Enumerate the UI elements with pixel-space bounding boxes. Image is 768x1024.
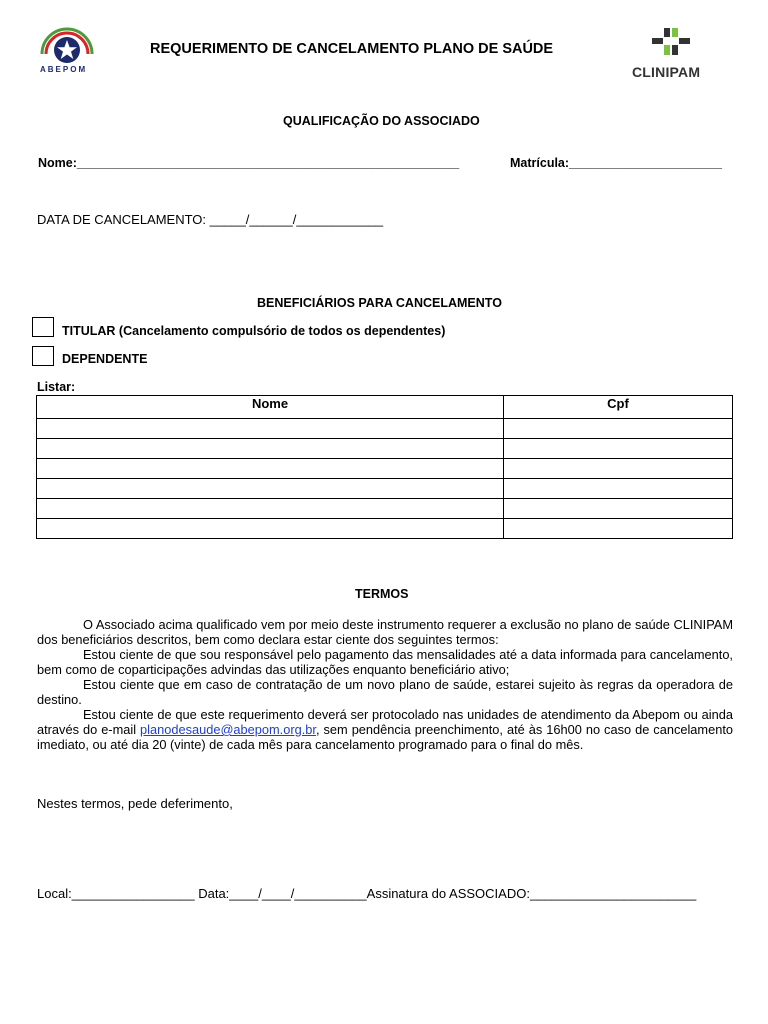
table-row: [37, 479, 733, 499]
beneficiarios-heading: BENEFICIÁRIOS PARA CANCELAMENTO: [257, 296, 502, 310]
column-header-nome: Nome: [37, 396, 504, 419]
nome-cell[interactable]: [37, 419, 504, 439]
titular-checkbox[interactable]: [32, 317, 54, 337]
clinipam-logo: [626, 22, 716, 84]
table-row: [37, 439, 733, 459]
abepom-logo-text: ABEPOM: [40, 65, 88, 74]
termos-paragraph-2: Estou ciente de que sou responsável pelo pagamento das mensalidades até a data informada para cancelamento, bem como de coparticipações advindas das utilizações enquanto beneficiário ativo;: [37, 647, 733, 677]
nome-cell[interactable]: [37, 479, 504, 499]
termos-paragraph-3: Estou ciente que em caso de contratação de um novo plano de saúde, estarei sujeito às regras da operadora de destino.: [37, 677, 733, 707]
table-row: [37, 419, 733, 439]
table-header-row: [37, 396, 733, 419]
column-header-cpf: Cpf: [504, 396, 733, 419]
matricula-field[interactable]: Matrícula:______________________: [510, 156, 722, 170]
clinipam-logo-text: CLINIPAM: [632, 64, 701, 80]
clinipam-cross-icon: [626, 22, 716, 64]
termos-p4-after: , sem pendência preenchimento, até às 16h00 no caso de cancelamento imediato, ou até dia 20 (vinte) de cada mês para cancelamento programado para o final do mês.: [37, 722, 733, 752]
abepom-emblem-icon: [36, 24, 98, 64]
nome-cell[interactable]: [37, 459, 504, 479]
nome-cell[interactable]: [37, 519, 504, 539]
page-title: REQUERIMENTO DE CANCELAMENTO PLANO DE SAÚDE: [150, 41, 554, 57]
termos-paragraph-4: [37, 707, 733, 752]
listar-label: Listar:: [37, 380, 76, 394]
cpf-cell[interactable]: [504, 459, 733, 479]
signature-line[interactable]: Local:_________________ Data:____/____/__________Assinatura do ASSOCIADO:_______________________: [37, 886, 697, 901]
termos-text: [37, 617, 733, 752]
dependente-checkbox[interactable]: [32, 346, 54, 366]
termos-p4-before: Estou ciente de que este requerimento deverá ser protocolado nas unidades de atendimento da Abepom ou ainda através do e-mail: [37, 707, 733, 737]
table-row: [37, 499, 733, 519]
nome-cell[interactable]: [37, 439, 504, 459]
deferimento-text: Nestes termos, pede deferimento,: [37, 796, 233, 811]
dependente-label: DEPENDENTE: [62, 352, 148, 366]
table-row: [37, 459, 733, 479]
cpf-cell[interactable]: [504, 479, 733, 499]
titular-label: TITULAR (Cancelamento compulsório de todos os dependentes): [62, 324, 446, 338]
nome-cell[interactable]: [37, 499, 504, 519]
termos-heading: TERMOS: [355, 587, 409, 601]
nome-field[interactable]: Nome:_______________________________________________________: [38, 156, 460, 170]
table-row: [37, 519, 733, 539]
beneficiarios-table: [36, 395, 733, 539]
data-cancelamento-field[interactable]: DATA DE CANCELAMENTO: _____/______/____________: [37, 212, 384, 227]
cpf-cell[interactable]: [504, 499, 733, 519]
cpf-cell[interactable]: [504, 419, 733, 439]
cpf-cell[interactable]: [504, 519, 733, 539]
email-link[interactable]: planodesaude@abepom.org.br: [140, 722, 316, 737]
termos-paragraph-1: O Associado acima qualificado vem por meio deste instrumento requerer a exclusão no plano de saúde CLINIPAM dos beneficiários descritos, bem como declara estar ciente dos seguintes termos:: [37, 617, 733, 647]
qualificacao-heading: QUALIFICAÇÃO DO ASSOCIADO: [283, 114, 480, 128]
cpf-cell[interactable]: [504, 439, 733, 459]
abepom-logo: [36, 24, 98, 76]
